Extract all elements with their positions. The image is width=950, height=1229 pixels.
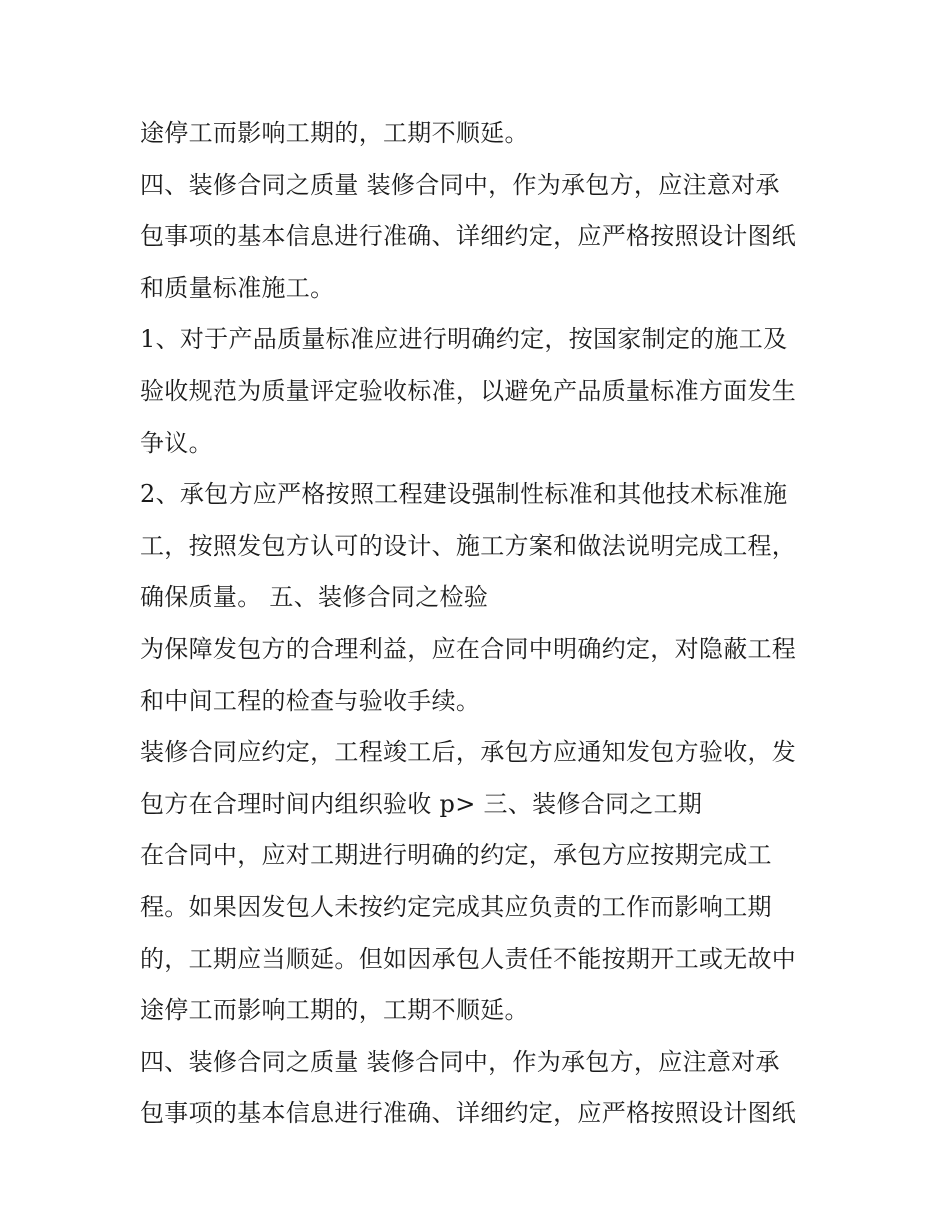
text-line: 工，按照发包方认可的设计、施工方案和做法说明完成工程， (140, 531, 797, 560)
text-line: 在合同中，应对工期进行明确的约定，承包方应按期完成工 (140, 841, 772, 870)
text-line: 和中间工程的检查与验收手续。 (140, 686, 481, 715)
text-line: 包事项的基本信息进行准确、详细约定，应严格按照设计图纸 (140, 222, 797, 251)
text-line: 争议。 (140, 428, 213, 457)
text-line: 四、装修合同之质量 装修合同中，作为承包方，应注意对承 (140, 1047, 780, 1076)
text-line: 2、承包方应严格按照工程建设强制性标准和其他技术标准施 (140, 480, 788, 509)
text-line: 验收规范为质量评定验收标准，以避免产品质量标准方面发生 (140, 376, 797, 405)
text-line: 为保障发包方的合理利益，应在合同中明确约定，对隐蔽工程 (140, 634, 797, 663)
text-line: 确保质量。 五、装修合同之检验 (140, 583, 489, 612)
text-line: 装修合同应约定，工程竣工后，承包方应通知发包方验收，发 (140, 738, 797, 767)
text-line: 包事项的基本信息进行准确、详细约定，应严格按照设计图纸 (140, 1099, 797, 1128)
text-line: 和质量标准施工。 (140, 273, 335, 302)
text-line: 途停工而影响工期的，工期不顺延。 (140, 996, 529, 1025)
text-line: 四、装修合同之质量 装修合同中，作为承包方，应注意对承 (140, 170, 780, 199)
text-line: 的，工期应当顺延。但如因承包人责任不能按期开工或无故中 (140, 944, 797, 973)
document-body (140, 108, 820, 1140)
text-line: 包方在合理时间内组织验收 p> 三、装修合同之工期 (140, 789, 703, 818)
text-line: 1、对于产品质量标准应进行明确约定，按国家制定的施工及 (140, 325, 788, 354)
text-line: 程。如果因发包人未按约定完成其应负责的工作而影响工期 (140, 892, 772, 921)
text-line: 途停工而影响工期的，工期不顺延。 (140, 119, 529, 147)
